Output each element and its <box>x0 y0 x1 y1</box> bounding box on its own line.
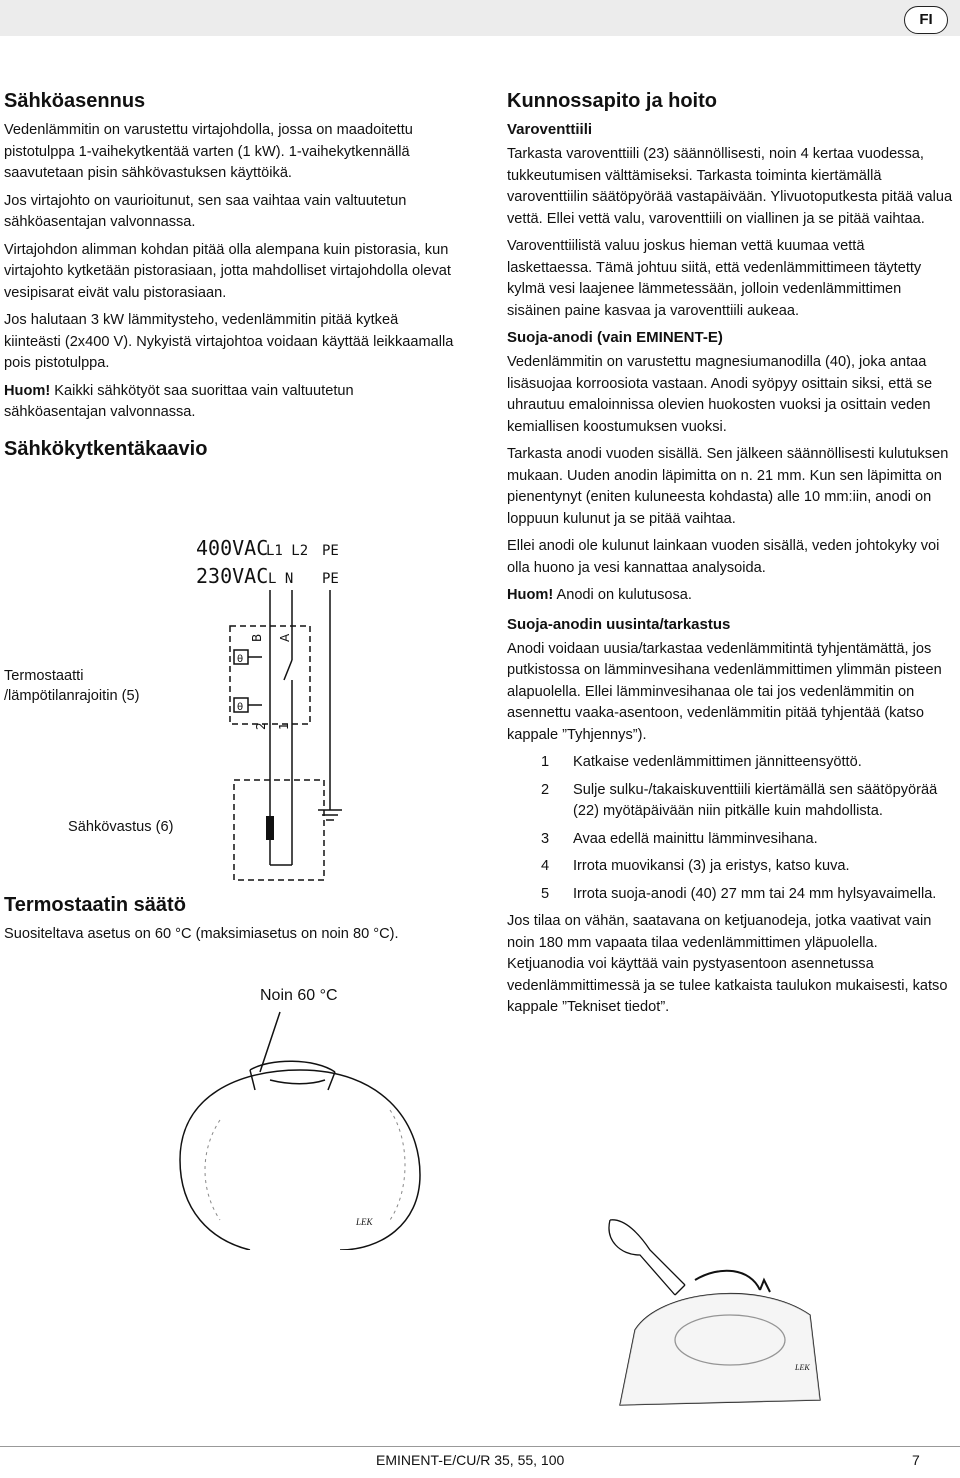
left-column <box>4 88 456 468</box>
right-column <box>507 88 953 1025</box>
paragraph: Jos tilaa on vähän, saatavana on ketjuanodeja, jotka vaativat vain noin 180 mm vapaata tilaa vedenlämmittimen yläpuolella. Ketjuanodia voi käyttää vain pystyasentoon asennetussa vedenlämmittimessä ja se tulee katkaista taulukon mukaisesti, katso kappale ”Tekniset tiedot”. <box>507 913 948 1015</box>
label-heating-element: Sähkövastus (6) <box>68 819 174 835</box>
terminal-pe-label-1: PE <box>322 543 339 559</box>
paragraph: Varoventtiilistä valuu joskus hieman vettä kuumaa vettä laskettaessa. Tämä johtuu siitä, että vedenlämmittimeen täytetty kylmä vesi laajenee lämmetessään, jolloin vedenlämmittimen sisäinen paine kasvaa ja varoventtiili aukeaa. <box>507 238 922 319</box>
note <box>4 381 456 424</box>
language-badge: FI <box>904 6 948 34</box>
paragraph: Vedenlämmitin on varustettu magnesiumanodilla (40), joka antaa lisäsuojaa korroosiota vastaan. Anodi syöpyy osittain siksi, että se uhrautuu emaloinnissa olevien huokosten vuoksi ja osittain veden kemiallisen koostumuksen vuoksi. <box>507 354 933 435</box>
heading-diagram: Sähkökytkentäkaavio <box>4 437 208 460</box>
contact-1-label: 1 <box>277 722 291 730</box>
note-text: Anodi on kulutusosa. <box>553 587 692 603</box>
heating-element-symbol <box>266 816 274 840</box>
voltage-400-label: 400VAC <box>196 536 269 560</box>
note-text: Kaikki sähkötyöt saa suorittaa vain valtuutetun sähköasentajan valvonnassa. <box>4 382 354 420</box>
label-thermostat-line1: Termostaatti <box>4 668 84 684</box>
footer-rule <box>0 1446 960 1447</box>
heading-electrical: Sähköasennus <box>4 90 146 112</box>
dial-label: Noin 60 °C <box>260 987 338 1004</box>
contact-b-label: B <box>250 633 264 642</box>
list-item <box>507 752 953 774</box>
list-item <box>507 829 953 851</box>
step-number: 5 <box>541 885 550 902</box>
theta-symbol-2: θ <box>237 702 244 713</box>
step-text: Sulje sulku-/takaiskuventtiili kiertämällä sen säätöpyörää (22) myötäpäivään niin pitkälle kuin mahdollista. <box>573 781 938 819</box>
step-number: 2 <box>541 781 550 798</box>
heading-thermostat: Termostaatin säätö <box>4 894 186 916</box>
voltage-230-label: 230VAC <box>196 564 269 588</box>
paragraph: Anodi voidaan uusia/tarkastaa vedenlämmitintä tyhjentämättä, jos putkistossa on lämminvesihana vedenlämmittimen ylimmän pisteen alapuolella. Ellei lämminvesihanaa ole tai jos vedenlämmitin on asennettu vaaka-asentoon, vedenlämmitin pitää tyhjentää (katso kappale ”Tyhjennys”). <box>507 640 942 743</box>
contact-2-label: 2 <box>254 722 268 730</box>
contact-a-label: A <box>278 633 292 642</box>
step-text: Avaa edellä mainittu lämminvesihana. <box>573 830 818 847</box>
thermostat-section <box>4 892 456 952</box>
list-item <box>507 780 953 823</box>
top-bar <box>0 0 960 36</box>
paragraph: Jos virtajohto on vaurioitunut, sen saa vaihtaa vain valtuutetun sähköasentajan valvonnassa. <box>4 192 407 230</box>
heater-cover-illustration <box>580 1210 830 1410</box>
step-text: Irrota suoja-anodi (40) 27 mm tai 24 mm hylsyavaimella. <box>573 885 937 902</box>
label-thermostat-line2: /lämpötilanrajoitin (5) <box>4 688 140 704</box>
note-label: Huom! <box>507 587 554 603</box>
heading-maintenance: Kunnossapito ja hoito <box>507 90 717 112</box>
note-label: Huom! <box>4 382 51 399</box>
step-number: 4 <box>541 858 550 874</box>
footer-model: EMINENT-E/CU/R 35, 55, 100 <box>376 1452 565 1468</box>
note <box>507 585 953 607</box>
terminal-ln-label: L N <box>268 571 294 587</box>
heading-safety-valve: Varoventtiili <box>507 121 593 138</box>
list-item <box>507 856 953 878</box>
terminal-pe-label-2: PE <box>322 571 339 587</box>
paragraph: Ellei anodi ole kulunut lainkaan vuoden sisällä, veden johtokyky voi olla huono ja vesi kannattaa analysoida. <box>507 538 940 576</box>
step-text: Irrota muovikansi (3) ja eristys, katso kuva. <box>573 858 850 874</box>
wiring-diagram <box>170 520 390 890</box>
terminal-l1l2-label: L1 L2 <box>266 543 309 559</box>
list-item <box>507 884 953 906</box>
steps-list <box>507 752 953 905</box>
thermostat-dial-illustration <box>140 1000 470 1250</box>
label-thermostat <box>4 666 139 706</box>
paragraph: Vedenlämmitin on varustettu virtajohdolla, jossa on maadoitettu pistotulppa 1-vaihekytkentää varten (1 kW). 1-vaihekytkennällä saavutetaan pisin sähkövastuksen käyttöikä. <box>4 122 413 181</box>
paragraph: Tarkasta anodi vuoden sisällä. Sen jälkeen säännöllisesti kulutuksen mukaan. Uuden anodin läpimitta on n. 21 mm. Kun sen läpimitta on pienentynyt (eniten kuluneesta kohdasta) alle 10 mm:iin, anodi on loppuun kulunut ja se pitää vaihtaa. <box>507 446 949 527</box>
lek-logo-2: LEK <box>795 1363 810 1372</box>
step-number: 1 <box>541 754 550 770</box>
lek-logo-1: LEK <box>356 1217 373 1227</box>
heading-anode: Suoja-anodi (vain EMINENT-E) <box>507 329 723 346</box>
paragraph: Virtajohdon alimman kohdan pitää olla alempana kuin pistorasia, kun virtajohto kytketään pistorasiaan, jotta mahdolliset virtajohdolla olevat vesipisarat eivät valu pistorasiaan. <box>4 241 451 301</box>
paragraph: Suositeltava asetus on 60 °C (maksimiasetus on noin 80 °C). <box>4 926 399 942</box>
step-number: 3 <box>541 830 550 847</box>
theta-symbol-1: θ <box>237 654 244 665</box>
paragraph: Tarkasta varoventtiili (23) säännöllisesti, noin 4 kertaa vuodessa, tukkeutumisen välttämiseksi. Tarkasta toiminta kiertämällä varoventtiilin säätöpyörää vastapäivään. Ylivuotoputkesta pitää valua vettä. Ellei vettä valu, varoventtiili on viallinen ja se pitää vaihtaa. <box>507 146 953 227</box>
step-text: Katkaise vedenlämmittimen jännitteensyöttö. <box>573 754 862 770</box>
paragraph: Jos halutaan 3 kW lämmitysteho, vedenlämmitin pitää kytkeä kiinteästi (2x400 V). Nykyistä virtajohtoa voidaan käyttää leikkaamalla pois pistotulppa. <box>4 312 454 371</box>
heading-anode-replacement: Suoja-anodin uusinta/tarkastus <box>507 615 731 633</box>
page-number: 7 <box>912 1452 920 1468</box>
